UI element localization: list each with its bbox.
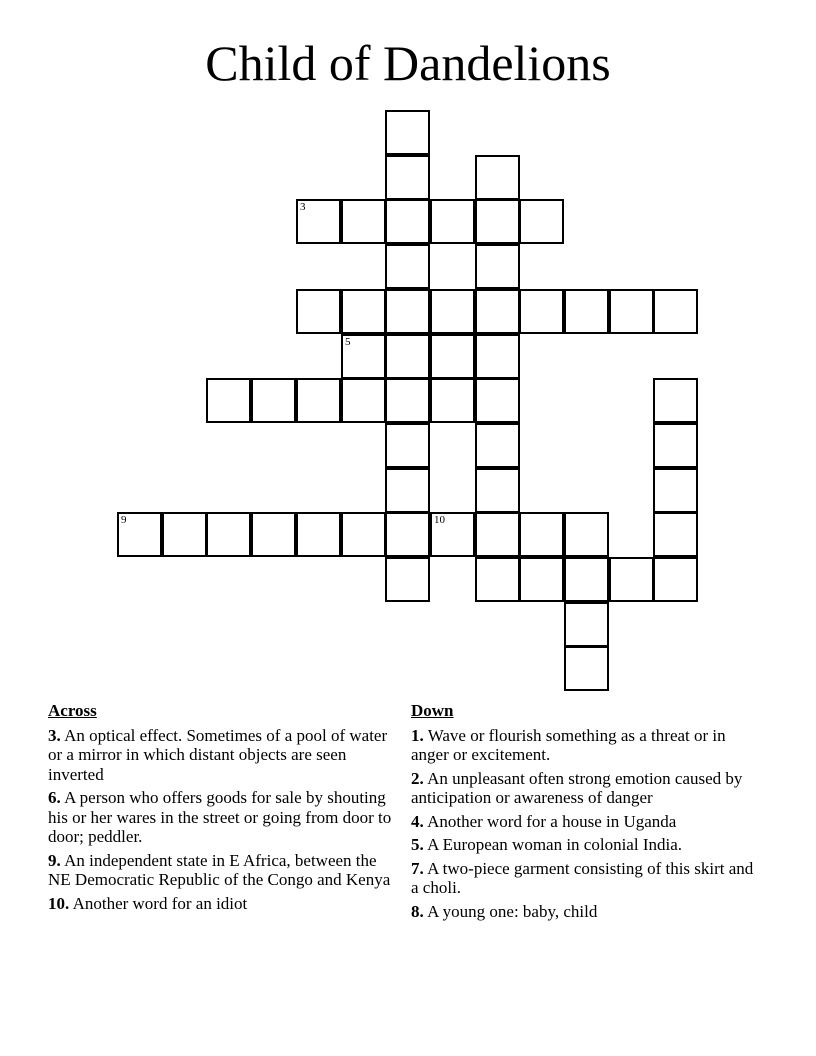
cell-number: 3 — [300, 201, 306, 213]
clue-text: A person who offers goods for sale by shouting his or her wares in the street or going from door to door; peddler. — [48, 788, 392, 846]
grid-cell[interactable] — [296, 289, 341, 334]
grid-cell[interactable] — [430, 334, 475, 379]
grid-cell[interactable] — [296, 378, 341, 423]
clue-number: 8. — [411, 901, 424, 921]
grid-cell[interactable] — [475, 378, 520, 423]
grid-cell[interactable] — [385, 423, 430, 468]
clue-text: An unpleasant often strong emotion caused by anticipation or awareness of danger — [411, 768, 743, 807]
grid-cell[interactable] — [385, 110, 430, 155]
across-clue — [48, 788, 393, 847]
grid-cell[interactable] — [385, 334, 430, 379]
grid-cell[interactable] — [385, 155, 430, 200]
grid-cell[interactable] — [296, 512, 341, 557]
grid-cell[interactable] — [475, 468, 520, 513]
grid-cell[interactable] — [519, 199, 564, 244]
grid-cell[interactable] — [385, 289, 430, 334]
grid-cell[interactable] — [341, 199, 386, 244]
grid-cell[interactable] — [341, 512, 386, 557]
grid-cell[interactable] — [341, 334, 386, 379]
grid-cell[interactable] — [653, 468, 698, 513]
down-clue — [411, 859, 761, 898]
grid-cell[interactable] — [519, 512, 564, 557]
clue-number: 5. — [411, 835, 424, 854]
grid-cell[interactable] — [564, 512, 609, 557]
grid-cell[interactable] — [564, 289, 609, 334]
across-clues — [48, 701, 393, 917]
grid-cell[interactable] — [430, 289, 475, 334]
clue-text: A two-piece garment consisting of this skirt and a choli. — [411, 858, 754, 897]
grid-cell[interactable] — [117, 512, 162, 557]
clue-text: An optical effect. Sometimes of a pool of water or a mirror in which distant objects are seen inverted — [48, 725, 388, 784]
grid-cell[interactable] — [430, 378, 475, 423]
down-heading: Down — [411, 701, 454, 720]
cell-number: 10 — [434, 514, 445, 526]
grid-cell[interactable] — [653, 512, 698, 557]
down-clues — [411, 701, 761, 925]
grid-cell[interactable] — [385, 557, 430, 602]
down-clue — [411, 835, 761, 855]
grid-cell[interactable] — [385, 199, 430, 244]
grid-cell[interactable] — [385, 378, 430, 423]
clue-text: An independent state in E Africa, between the NE Democratic Republic of the Congo and Kenya — [48, 850, 391, 889]
grid-cell[interactable] — [609, 557, 654, 602]
grid-cell[interactable] — [475, 155, 520, 200]
grid-cell[interactable] — [564, 646, 609, 691]
grid-cell[interactable] — [475, 512, 520, 557]
grid-cell[interactable] — [475, 289, 520, 334]
grid-cell[interactable] — [475, 244, 520, 289]
grid-cell[interactable] — [564, 602, 609, 647]
grid-cell[interactable] — [296, 199, 341, 244]
across-clue — [48, 894, 393, 914]
clue-number: 1. — [411, 725, 424, 745]
down-clue — [411, 726, 761, 765]
grid-cell[interactable] — [251, 512, 296, 557]
grid-cell[interactable] — [430, 199, 475, 244]
clue-number: 3. — [48, 725, 61, 745]
grid-cell[interactable] — [341, 378, 386, 423]
grid-cell[interactable] — [206, 512, 251, 557]
clue-number: 10. — [48, 893, 70, 913]
grid-cell[interactable] — [475, 334, 520, 379]
grid-cell[interactable] — [653, 289, 698, 334]
grid-cell[interactable] — [564, 557, 609, 602]
grid-cell[interactable] — [385, 512, 430, 557]
clue-text: Another word for a house in Uganda — [427, 811, 677, 831]
grid-cell[interactable] — [519, 289, 564, 334]
grid-cell[interactable] — [475, 557, 520, 602]
grid-cell[interactable] — [162, 512, 207, 557]
grid-cell[interactable] — [653, 557, 698, 602]
across-heading: Across — [48, 701, 97, 720]
across-clue — [48, 851, 393, 890]
grid-cell[interactable] — [206, 378, 251, 423]
clue-text: Wave or flourish something as a threat or in anger or excitement. — [411, 725, 726, 764]
clue-number: 2. — [411, 768, 424, 788]
grid-cell[interactable] — [385, 468, 430, 513]
cell-number: 9 — [121, 514, 127, 526]
down-clue — [411, 902, 761, 922]
grid-cell[interactable] — [475, 423, 520, 468]
grid-cell[interactable] — [475, 199, 520, 244]
grid-cell[interactable] — [385, 244, 430, 289]
grid-cell[interactable] — [251, 378, 296, 423]
clue-number: 4. — [411, 811, 424, 831]
puzzle-title: Child of Dandelions — [205, 35, 611, 91]
grid-cell[interactable] — [609, 289, 654, 334]
grid-cell[interactable] — [653, 378, 698, 423]
clue-text: A young one: baby, child — [427, 901, 598, 921]
grid-cell[interactable] — [341, 289, 386, 334]
clue-number: 6. — [48, 788, 61, 807]
down-clue — [411, 769, 761, 808]
clue-number: 9. — [48, 850, 61, 870]
across-clue — [48, 726, 393, 785]
grid-cell[interactable] — [519, 557, 564, 602]
cell-number: 5 — [345, 336, 351, 348]
clue-number: 7. — [411, 858, 424, 878]
down-clue — [411, 812, 761, 832]
grid-cell[interactable] — [653, 423, 698, 468]
grid-cell[interactable] — [430, 512, 475, 557]
clue-text: A European woman in colonial India. — [427, 835, 682, 854]
clue-text: Another word for an idiot — [72, 893, 248, 913]
